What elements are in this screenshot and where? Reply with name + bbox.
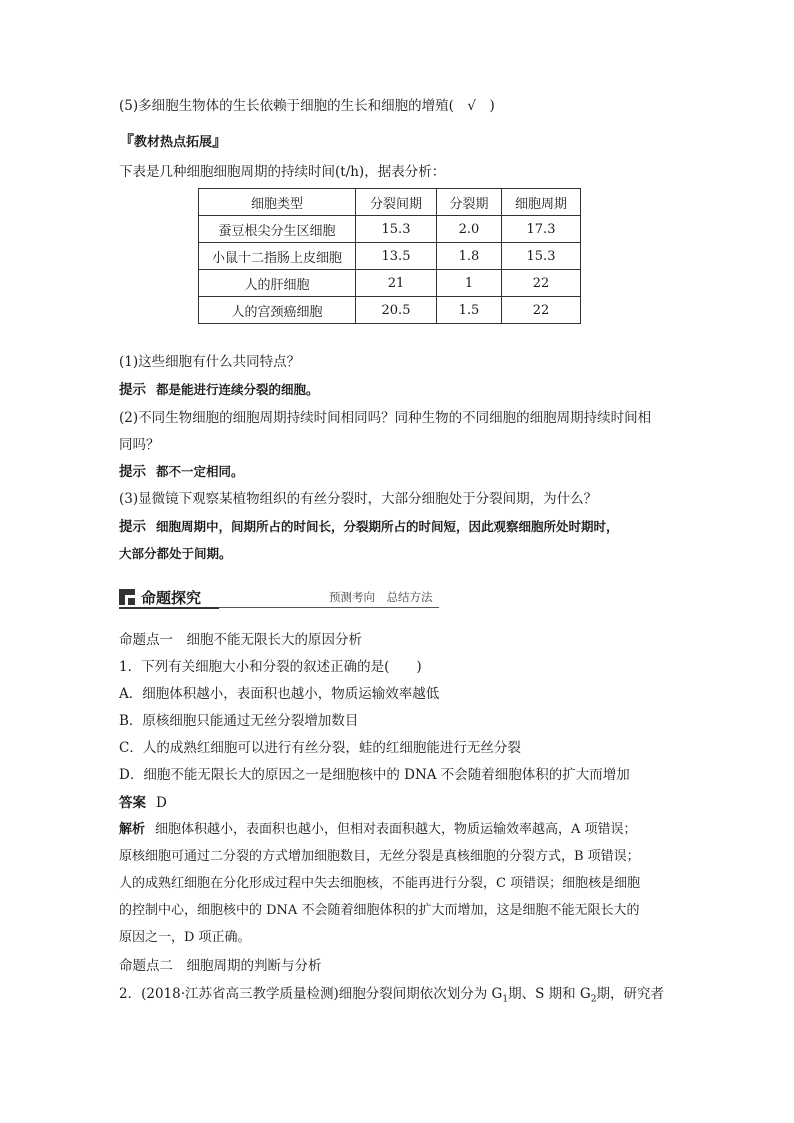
table-header-cell: 细胞周期: [502, 189, 581, 216]
tip-label: 提示: [119, 464, 146, 480]
table-header-cell: 分裂间期: [356, 189, 437, 216]
point-2: 命题点二 细胞周期的判断与分析: [119, 958, 322, 974]
analysis-line4: 的控制中心，细胞核中的 DNA 不会随着细胞体积的扩大而增加，这是细胞不能无限长大的: [119, 903, 640, 918]
answer-value: D: [156, 795, 167, 811]
analysis-line1: [119, 820, 637, 840]
table-cell: 21: [356, 270, 437, 297]
intro-item: (5)多细胞生物体的生长依赖于细胞的生长和细胞的增殖( √ ): [119, 98, 495, 114]
table-cell: 1.5: [437, 297, 502, 324]
analysis-label: 解析: [119, 822, 146, 837]
option-a: A．细胞体积越小，表面积也越小，物质运输效率越低: [119, 686, 440, 702]
tip-text: 都不一定相同。: [156, 464, 244, 479]
table-row: [199, 216, 581, 243]
option-d: D．细胞不能无限长大的原因之一是细胞核中的 DNA 不会随着细胞体积的扩大而增加: [119, 767, 630, 783]
table-row: [199, 270, 581, 297]
analysis-line5: 原因之一，D 项正确。: [119, 930, 251, 945]
table-header-cell: 细胞类型: [199, 189, 356, 216]
question-2-text: 期，研究者: [596, 986, 664, 1002]
question-3: (3)显微镜下观察某植物组织的有丝分裂时，大部分细胞处于分裂间期，为什么？: [119, 491, 598, 507]
table-cell: 22: [502, 297, 581, 324]
analysis-line3: 人的成熟红细胞在分化形成过程中失去细胞核，不能再进行分裂，C 项错误；细胞核是细胞: [119, 876, 641, 891]
option-b: B．原核细胞只能通过无丝分裂增加数目: [119, 713, 359, 729]
table-cell: 13.5: [356, 243, 437, 270]
table-cell: 1: [437, 270, 502, 297]
table-cell: 17.3: [502, 216, 581, 243]
banner-square-core: [128, 598, 135, 605]
analysis-text: 细胞体积越小，表面积也越小，但相对表面积越大，物质运输效率越高，A 项错误；: [155, 822, 637, 837]
close-bracket-icon: 』: [212, 132, 228, 150]
table-intro: 下表是几种细胞细胞周期的持续时间(t/h)，据表分析：: [119, 164, 446, 180]
banner-title: 命题探究: [141, 589, 202, 607]
tip-2: [119, 462, 244, 482]
tip-text: 大部分都处于间期。: [119, 546, 232, 561]
banner-subtitle: 预测考向 总结方法: [329, 590, 433, 604]
table-row: [199, 297, 581, 324]
table-cell: 人的肝细胞: [199, 270, 356, 297]
cell-cycle-table: [198, 188, 581, 324]
open-bracket-icon: 『: [119, 132, 135, 150]
table-cell: 15.3: [502, 243, 581, 270]
table-cell: 15.3: [356, 216, 437, 243]
banner-rule: [219, 607, 439, 608]
tip-3-line2: [119, 544, 232, 564]
tip-label: 提示: [119, 519, 146, 535]
tip-text: 细胞周期中，间期所占的时间长，分裂期所占的时间短，因此观察细胞所处时期时，: [156, 519, 619, 534]
analysis-line2: 原核细胞可通过二分裂的方式增加细胞数目，无丝分裂是真核细胞的分裂方式，B 项错误；: [119, 849, 640, 864]
table-cell: 2.0: [437, 216, 502, 243]
question-2-line2: 同吗？: [119, 437, 160, 453]
table-cell: 蚕豆根尖分生区细胞: [199, 216, 356, 243]
mcq-question-2: [119, 984, 664, 1010]
question-2-line1: (2)不同生物细胞的细胞周期持续时间相同吗？同种生物的不同细胞的细胞周期持续时间相: [119, 410, 652, 426]
tip-3-line1: [119, 517, 619, 537]
section-tag-label: 教材热点拓展: [134, 135, 213, 150]
section-tag: [119, 130, 227, 151]
table-cell: 20.5: [356, 297, 437, 324]
table-header-cell: 分裂期: [437, 189, 502, 216]
table-cell: 22: [502, 270, 581, 297]
banner-rule-thick: [119, 607, 219, 609]
question-2-text: 2．(2018·江苏省高三教学质量检测)细胞分裂间期依次划分为 G: [119, 986, 503, 1002]
answer-label: 答案: [119, 795, 146, 811]
table-cell: 人的宫颈癌细胞: [199, 297, 356, 324]
tip-1: [119, 380, 319, 400]
option-c: C．人的成熟红细胞可以进行有丝分裂，蛙的红细胞能进行无丝分裂: [119, 740, 521, 756]
question-2-text: 期、S 期和 G: [508, 986, 591, 1002]
mcq-question-1: 1．下列有关细胞大小和分裂的叙述正确的是( ): [119, 659, 422, 675]
section-banner: [119, 587, 439, 609]
tip-text: 都是能进行连续分裂的细胞。: [156, 382, 319, 397]
point-1: 命题点一 细胞不能无限长大的原因分析: [119, 632, 362, 648]
table-header-row: [199, 189, 581, 216]
subscript: 1: [502, 994, 509, 1005]
table-cell: 小鼠十二指肠上皮细胞: [199, 243, 356, 270]
table-cell: 1.8: [437, 243, 502, 270]
answer: [119, 793, 167, 813]
table-row: [199, 243, 581, 270]
subscript: 2: [590, 994, 597, 1005]
question-1: (1)这些细胞有什么共同特点？: [119, 354, 301, 370]
tip-label: 提示: [119, 382, 146, 398]
